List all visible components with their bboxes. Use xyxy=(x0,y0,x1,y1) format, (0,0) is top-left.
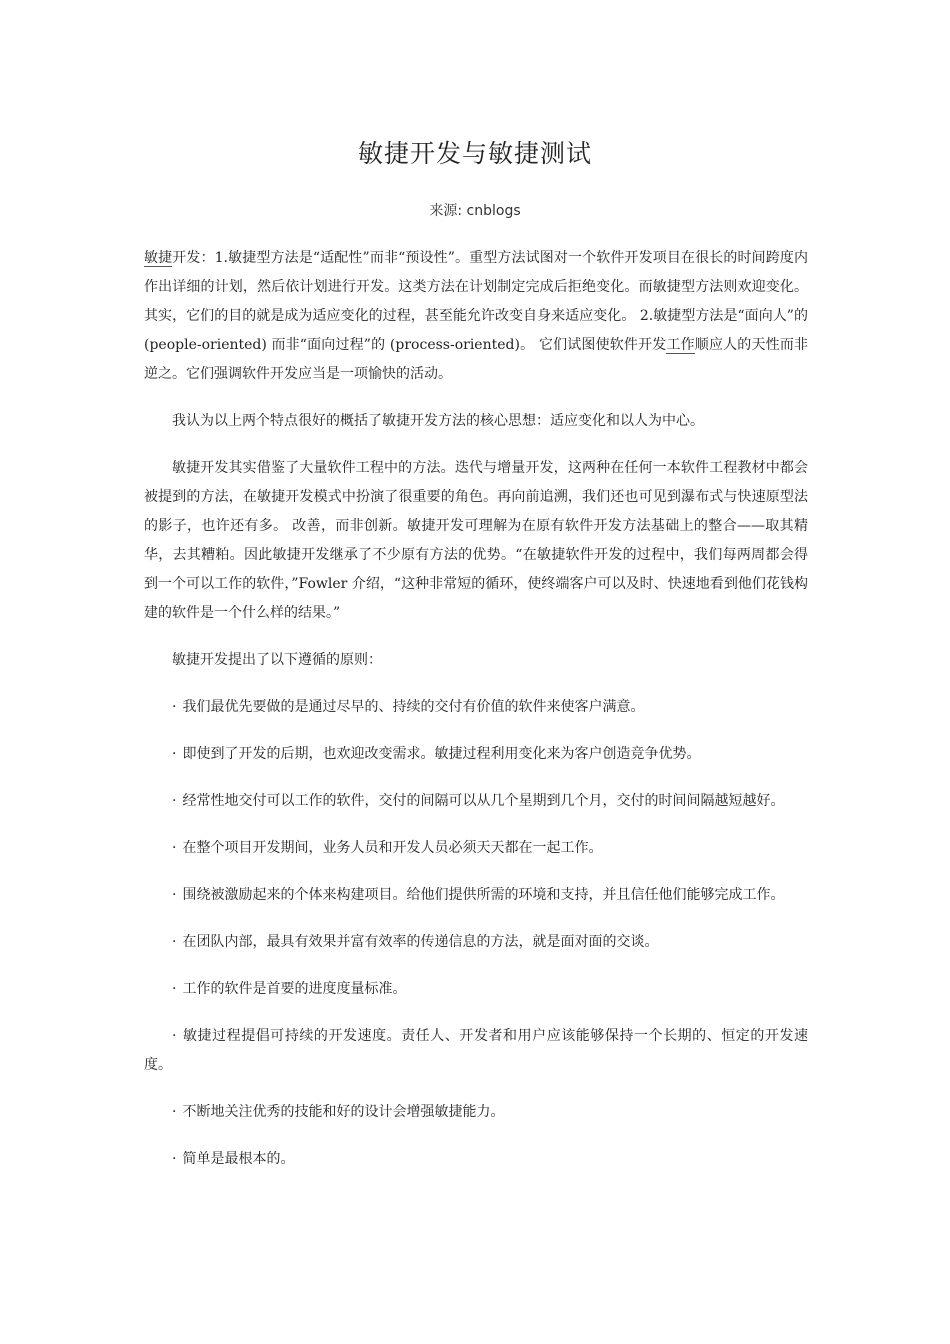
list-item-text: 经常性地交付可以工作的软件，交付的间隔可以从几个星期到几个月，交付的时间间隔越短越好。 xyxy=(182,793,785,809)
list-item-text: 不断地关注优秀的技能和好的设计会增强敏捷能力。 xyxy=(182,1104,505,1120)
list-item-text: 工作的软件是首要的进度度量标准。 xyxy=(182,981,407,997)
list-item xyxy=(144,693,808,722)
list-item-text: 在整个项目开发期间，业务人员和开发人员必须天天都在一起工作。 xyxy=(182,840,603,856)
list-item xyxy=(144,787,808,816)
bullet-mark: · xyxy=(172,1104,177,1120)
bullet-mark: · xyxy=(172,981,177,997)
bullet-mark: · xyxy=(172,840,177,856)
document-body xyxy=(144,244,808,1192)
underlined-term: 工作 xyxy=(666,337,695,353)
list-item xyxy=(144,1098,808,1127)
list-item-text: 在团队内部，最具有效果并富有效率的传递信息的方法，就是面对面的交谈。 xyxy=(182,934,659,950)
paragraph-methods: 敏捷开发其实借鉴了大量软件工程中的方法。迭代与增量开发，这两种在任何一本软件工程教材中都会被提到的方法，在敏捷开发模式中扮演了很重要的角色。再向前追溯，我们还也可见到瀑布式与快速原型法的影子，也许还有多。 改善，而非创新。敏捷开发可理解为在原有软件开发方法基础上的整合——取其精华，去其糟粕。因此敏捷开发继承了不少原有方法的优势。“在敏捷软件开发的过程中，我们每两周都会得到一个可以工作的软件，”Fowler 介绍，“这种非常短的循环，使终端客户可以及时、快速地看到他们花钱构建的软件是一个什么样的结果。” xyxy=(144,460,808,621)
list-item-text: 我们最优先要做的是通过尽早的、持续的交付有价值的软件来使客户满意。 xyxy=(182,699,645,715)
list-item-text: 即使到了开发的后期，也欢迎改变需求。敏捷过程利用变化来为客户创造竞争优势。 xyxy=(182,746,701,762)
list-item-text: 敏捷过程提倡可持续的开发速度。责任人、开发者和用户应该能够保持一个长期的、恒定的开发速度。 xyxy=(144,1028,808,1073)
list-item xyxy=(144,740,808,769)
bullet-mark: · xyxy=(172,887,177,903)
list-item xyxy=(144,1145,808,1174)
list-item xyxy=(144,834,808,863)
bullet-mark: · xyxy=(172,1028,177,1044)
bullet-mark: · xyxy=(172,1151,177,1167)
list-item xyxy=(144,1022,808,1080)
list-item xyxy=(144,975,808,1004)
paragraph-core-ideas: 我认为以上两个特点很好的概括了敏捷开发方法的核心思想：适应变化和以人为中心。 xyxy=(172,413,704,429)
list-item-text: 围绕被激励起来的个体来构建项目。给他们提供所需的环境和支持，并且信任他们能够完成工作。 xyxy=(182,887,785,903)
list-item xyxy=(144,881,808,910)
bullet-mark: · xyxy=(172,699,177,715)
paragraph-text: 顺应人的天性而非逆之。它们强调软件开发应当是一项愉快的活动。 xyxy=(144,337,808,382)
principles-list xyxy=(144,693,808,1174)
bullet-mark: · xyxy=(172,746,177,762)
document-title: 敏捷开发与敏捷测试 xyxy=(357,139,592,168)
bullet-mark: · xyxy=(172,934,177,950)
paragraph-agile-intro xyxy=(144,244,808,389)
document-source: 来源: cnblogs xyxy=(429,203,521,219)
underlined-term: 敏捷 xyxy=(144,250,173,266)
paragraph-text: 开发：1.敏捷型方法是“适配性”而非“预设性”。重型方法试图对一个软件开发项目在很长的时间跨度内作出详细的计划，然后依计划进行开发。这类方法在计划制定完成后拒绝变化。而敏捷型方法则欢迎变化。其实，它们的目的就是成为适应变化的过程，甚至能允许改变自身来适应变化。 2.敏捷型方法是“面向人”的(people-oriented) 而非“面向过程”的 (process-oriented)。 它们试图使软件开发 xyxy=(144,250,809,353)
bullet-mark: · xyxy=(172,793,177,809)
list-item-text: 简单是最根本的。 xyxy=(182,1151,295,1167)
list-item xyxy=(144,928,808,957)
paragraph-principles-intro: 敏捷开发提出了以下遵循的原则： xyxy=(172,652,382,668)
